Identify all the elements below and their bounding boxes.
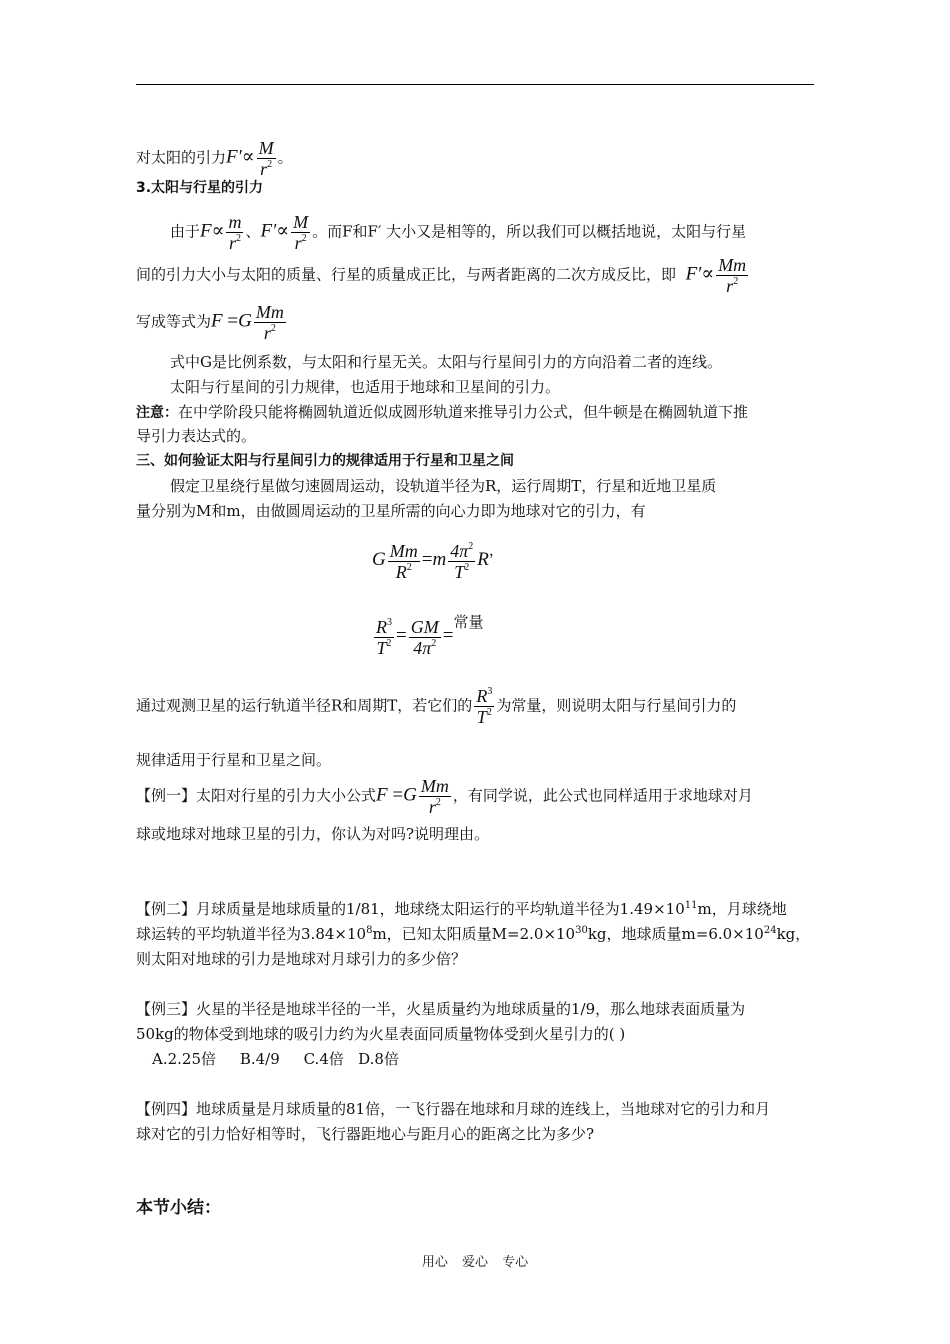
formula-fraction: $\frac{M}{r^2}$ <box>258 138 274 179</box>
header-rule <box>136 84 814 85</box>
section-heading: 3.太阳与行星的引力 <box>136 180 264 196</box>
formula-fraction: $\frac{GM}{4\pi^2}$ <box>410 616 439 658</box>
text-line: 假定卫星绕行星做匀速圆周运动，设轨道半径为R，运行周期T，行星和近地卫星质 <box>170 477 717 495</box>
text-line: 通过观测卫星的运行轨道半径R和周期T，若它们的 $\frac{R^3}{T^2}$ 为常量，则说明太阳与行星间引力的 <box>136 686 737 727</box>
text-line: 间的引力大小与太阳的质量、行星的质量成正比，与两者距离的二次方成反比，即 F′∝ $\frac{Mm}{r^2}$ <box>136 255 747 296</box>
example-2: 则太阳对地球的引力是地球对月球引力的多少倍？ <box>136 950 467 968</box>
text-line: 由于F∝ $\frac{m}{r^2}$ 、F′∝ $\frac{M}{r^2}$ 。而F和F′ 大小又是相等的，所以我们可以概括地说，太阳与行星 <box>170 212 747 253</box>
section-heading: 三、如何验证太阳与行星间引力的规律适用于行星和卫星之间 <box>136 453 514 469</box>
example-2: 球运转的平均轨道半径为$3.84\times 10^8m$，已知太阳质量$M=2.0\times 10^{30}kg$，地球质量$m=6.0\times 10^{24}kg$， <box>136 925 811 943</box>
text-line: 式中G是比例系数，与太阳和行星无关。太阳与行星间引力的方向沿着二者的连线。 <box>170 353 722 371</box>
note: 导引力表达式的。 <box>136 427 257 445</box>
equation: G $\frac{Mm}{R^2}$ =m $\frac{4\pi^2}{T^2}$ R， <box>372 540 504 582</box>
example-1: 球或地球对地球卫星的引力，你认为对吗?说明理由。 <box>136 825 490 843</box>
example-3: 50kg的物体受到地球的吸引力约为火星表面同质量物体受到火星引力的( ) <box>136 1025 626 1043</box>
formula-fraction: $\frac{Mm}{r^2}$ <box>718 255 747 296</box>
example-2: 【例二】月球质量是地球质量的1/81，地球绕太阳运行的平均轨道半径为$1.49\times 10^{11}m$，月球绕地 <box>136 900 787 918</box>
formula-fraction: $\frac{Mm}{r^2}$ <box>420 776 449 817</box>
note: 注意：在中学阶段只能将椭圆轨道近似成圆形轨道来推导引力公式，但牛顿是在椭圆轨道下推 <box>136 403 749 421</box>
formula-fraction: $\frac{Mm}{R^2}$ <box>389 540 418 582</box>
example-4: 球对它的引力恰好相等时，飞行器距地心与距月心的距离之比为多少? <box>136 1125 595 1143</box>
formula-fraction: $\frac{4\pi^2}{T^2}$ <box>450 540 474 582</box>
example-3: 【例三】火星的半径是地球半径的一半，火星质量约为地球质量的1/9，那么地球表面质量为 <box>136 1000 746 1018</box>
text-line: 写成等式为F =G $\frac{Mm}{r^2}$ <box>136 302 284 343</box>
text-line: 量分别为M和m，由做圆周运动的卫星所需的向心力即为地球对它的引力，有 <box>136 502 646 520</box>
example-4: 【例四】地球质量是月球质量的81倍，一飞行器在地球和月球的连线上，当地球对它的引力和月 <box>136 1100 771 1118</box>
example-3-options: A.2.25倍 B.4/9 C.4倍 D.8倍 <box>152 1050 399 1068</box>
formula-fraction: $\frac{R^3}{T^2}$ <box>376 616 392 658</box>
text-line: 对太阳的引力F′∝ $\frac{M}{r^2}$ 。 <box>136 138 293 179</box>
text-line: 太阳与行星间的引力规律，也适用于地球和卫星间的引力。 <box>170 378 561 396</box>
formula-fraction: $\frac{Mm}{r^2}$ <box>255 302 284 343</box>
formula-fraction: $\frac{R^3}{T^2}$ <box>476 686 493 727</box>
text-line: 规律适用于行星和卫星之间。 <box>136 751 332 769</box>
formula-fraction: $\frac{m}{r^2}$ <box>228 212 242 253</box>
example-1: 【例一】太阳对行星的引力大小公式F =G $\frac{Mm}{r^2}$ ，有同学说，此公式也同样适用于求地球对月 <box>136 776 753 817</box>
summary-heading: 本节小结： <box>136 1198 221 1218</box>
equation: $\frac{R^3}{T^2}$ = $\frac{GM}{4\pi^2}$ =常量 <box>376 613 484 658</box>
formula-fraction: $\frac{M}{r^2}$ <box>293 212 309 253</box>
page-footer: 用心 爱心 专心 <box>421 1255 529 1270</box>
